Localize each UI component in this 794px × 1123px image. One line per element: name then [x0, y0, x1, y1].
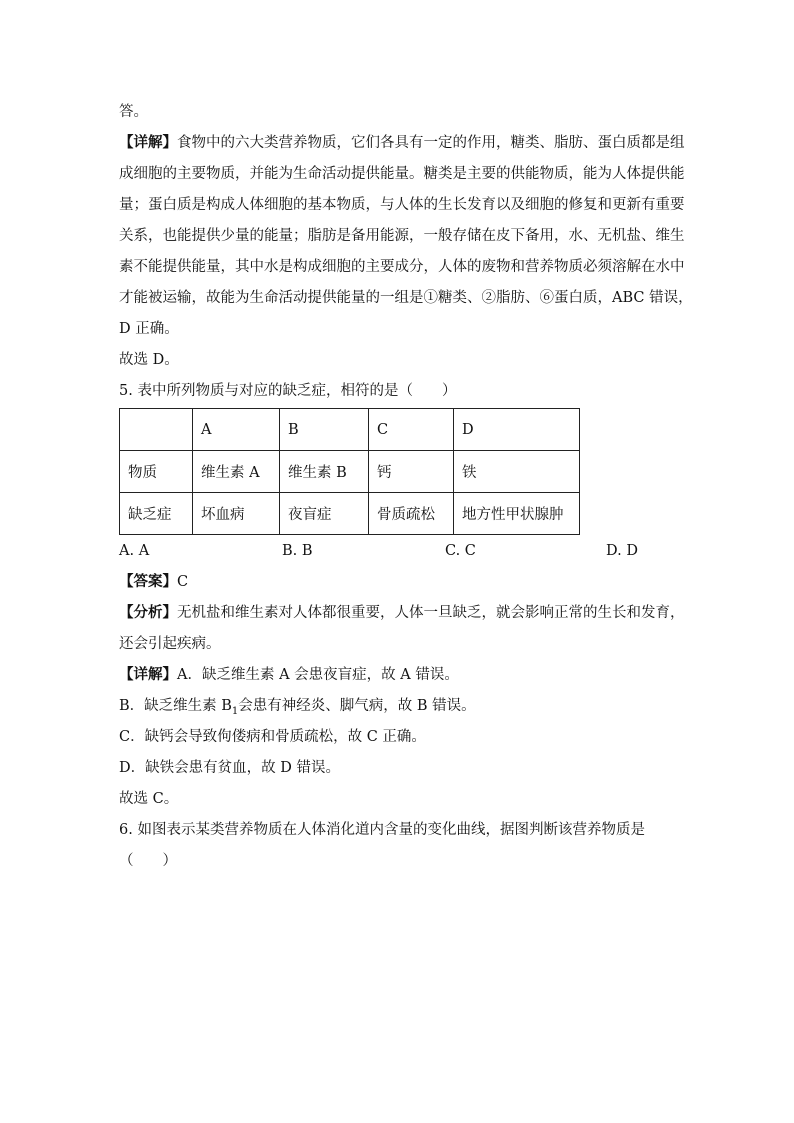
table-cell: 坏血病: [193, 493, 280, 535]
q5-explain-line-b: [119, 696, 679, 716]
option-b: B. B: [282, 543, 313, 559]
q4-explain-line-2: 成细胞的主要物质，并能为生命活动提供能量。糖类是主要的供能物质，能为人体提供能: [119, 166, 685, 182]
table-cell: 物质: [120, 451, 193, 493]
table-cell: 骨质疏松: [369, 493, 454, 535]
text-span: 无机盐和维生素对人体都很重要，人体一旦缺乏，就会影响正常的生长和发育，: [177, 605, 685, 621]
answer-tag: 【答案】: [119, 573, 177, 590]
q5-analysis-line-2: 还会引起疾病。: [119, 636, 221, 652]
q4-explain-line-6: 才能被运输，故能为生命活动提供能量的一组是①糖类、②脂肪、⑥蛋白质，ABC 错误，: [119, 290, 693, 306]
table-cell: 维生素 B: [280, 451, 369, 493]
option-d: D. D: [606, 543, 638, 559]
table-row: [120, 409, 580, 451]
table-cell: 夜盲症: [280, 493, 369, 535]
q5-conclusion: 故选 C。: [119, 791, 179, 807]
text-span: 会患有神经炎、脚气病，故 B 错误。: [238, 698, 476, 714]
q5-stem: 5. 表中所列物质与对应的缺乏症，相符的是（ ）: [119, 383, 457, 399]
text-span: A．缺乏维生素 A 会患夜盲症，故 A 错误。: [177, 667, 459, 683]
answer-value: C: [177, 574, 189, 590]
q5-analysis-line-1: [119, 603, 685, 623]
table-row: [120, 451, 580, 493]
table-cell: C: [369, 409, 454, 451]
table-cell: 维生素 A: [193, 451, 280, 493]
q5-options: [119, 541, 639, 561]
q4-explain-line-3: 量；蛋白质是构成人体细胞的基本物质，与人体的生长发育以及细胞的修复和更新有重要: [119, 197, 685, 213]
table-cell: 钙: [369, 451, 454, 493]
explain-tag: 【详解】: [119, 666, 177, 683]
option-a: A. A: [119, 543, 150, 559]
table-row: [120, 493, 580, 535]
q4-explain-line-1: [119, 133, 685, 153]
q5-explain-line-d: D．缺铁会患有贫血，故 D 错误。: [119, 760, 340, 776]
table-cell: 地方性甲状腺肿: [454, 493, 580, 535]
text-line: 答。: [119, 104, 148, 120]
q6-stem: 6. 如图表示某类营养物质在人体消化道内含量的变化曲线，据图判断该营养物质是: [119, 822, 645, 838]
q4-explain-line-5: 素不能提供能量，其中水是构成细胞的主要成分，人体的废物和营养物质必须溶解在水中: [119, 259, 685, 275]
text-span: 食物中的六大类营养物质，它们各具有一定的作用，糖类、脂肪、蛋白质都是组: [177, 135, 685, 151]
text-span: B．缺乏维生素 B: [119, 698, 232, 714]
table-cell: 铁: [454, 451, 580, 493]
table-cell: A: [193, 409, 280, 451]
analysis-tag: 【分析】: [119, 604, 177, 621]
q4-explain-line-7: D 正确。: [119, 321, 179, 337]
table-cell: 缺乏症: [120, 493, 193, 535]
q4-conclusion: 故选 D。: [119, 352, 179, 368]
subscript: 1: [231, 705, 239, 717]
q5-explain-line-a: [119, 665, 679, 685]
table-cell: D: [454, 409, 580, 451]
q5-explain-line-c: C．缺钙会导致佝偻病和骨质疏松，故 C 正确。: [119, 729, 426, 745]
q6-blank: （ ）: [119, 853, 177, 869]
option-c: C. C: [445, 543, 476, 559]
table-cell: [120, 409, 193, 451]
explain-tag: 【详解】: [119, 134, 177, 151]
table-cell: B: [280, 409, 369, 451]
q4-explain-line-4: 关系，也能提供少量的能量；脂肪是备用能源，一般存储在皮下备用，水、无机盐、维生: [119, 228, 685, 244]
q5-answer: [119, 572, 679, 592]
q5-table: [119, 408, 580, 535]
